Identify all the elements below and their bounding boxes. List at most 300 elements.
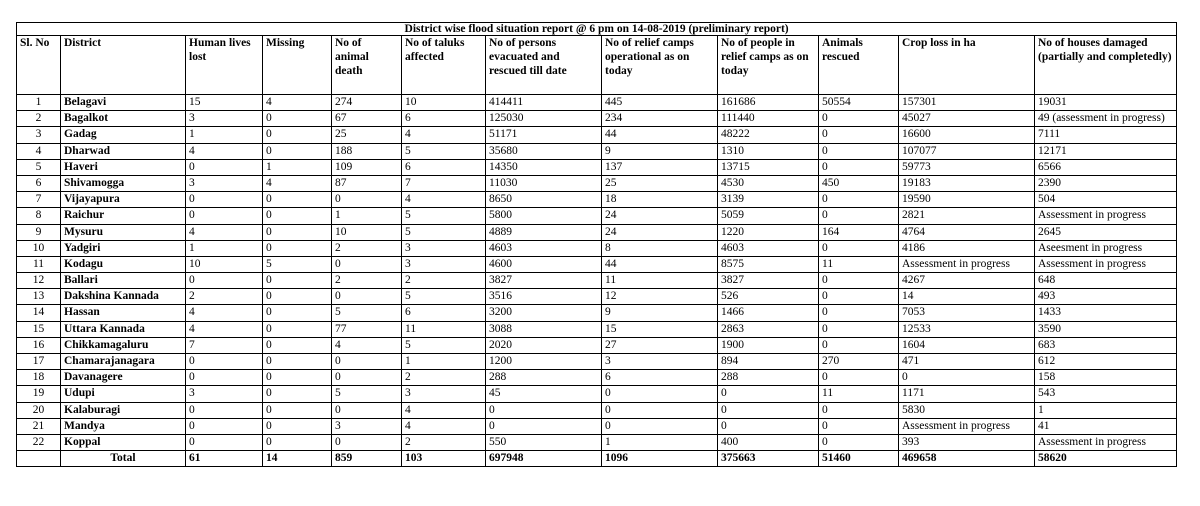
table-cell: 2 bbox=[332, 273, 402, 289]
table-row bbox=[17, 305, 1177, 321]
table-cell: 0 bbox=[332, 434, 402, 450]
table-cell: 5 bbox=[402, 208, 486, 224]
table-cell: 1 bbox=[186, 127, 263, 143]
total-label: Total bbox=[61, 451, 186, 467]
table-cell: 1310 bbox=[718, 143, 819, 159]
table-cell: 14350 bbox=[486, 159, 602, 175]
table-cell: 0 bbox=[186, 402, 263, 418]
table-cell: 14 bbox=[899, 289, 1035, 305]
table-cell: 0 bbox=[263, 402, 332, 418]
table-cell: 1900 bbox=[718, 337, 819, 353]
table-row bbox=[17, 127, 1177, 143]
table-cell: 19183 bbox=[899, 175, 1035, 191]
table-cell: 45027 bbox=[899, 111, 1035, 127]
table-cell: 0 bbox=[332, 289, 402, 305]
table-cell: 1220 bbox=[718, 224, 819, 240]
table-cell: 1 bbox=[263, 159, 332, 175]
table-cell: 0 bbox=[819, 208, 899, 224]
table-cell: 0 bbox=[263, 386, 332, 402]
table-cell: 0 bbox=[263, 143, 332, 159]
table-cell: 683 bbox=[1035, 337, 1177, 353]
table-cell: Assessment in progress bbox=[1035, 434, 1177, 450]
table-cell: 188 bbox=[332, 143, 402, 159]
table-cell: 445 bbox=[602, 95, 718, 111]
table-cell: 612 bbox=[1035, 354, 1177, 370]
table-cell: 0 bbox=[819, 143, 899, 159]
table-cell: 3 bbox=[602, 354, 718, 370]
table-cell: 0 bbox=[263, 240, 332, 256]
total-value: 697948 bbox=[486, 451, 602, 467]
table-cell: Assessment in progress bbox=[899, 256, 1035, 272]
table-cell: 4603 bbox=[486, 240, 602, 256]
table-cell: 4186 bbox=[899, 240, 1035, 256]
table-cell: 158 bbox=[1035, 370, 1177, 386]
table-cell: 1604 bbox=[899, 337, 1035, 353]
table-cell: 12171 bbox=[1035, 143, 1177, 159]
table-cell: 15 bbox=[186, 95, 263, 111]
table-cell: 543 bbox=[1035, 386, 1177, 402]
table-cell: 0 bbox=[602, 386, 718, 402]
row-serial: 8 bbox=[17, 208, 61, 224]
district-name: Bagalkot bbox=[61, 111, 186, 127]
table-cell: 4 bbox=[186, 143, 263, 159]
table-cell: 12533 bbox=[899, 321, 1035, 337]
district-name: Koppal bbox=[61, 434, 186, 450]
table-cell: Aseesment in progress bbox=[1035, 240, 1177, 256]
table-row bbox=[17, 321, 1177, 337]
table-cell: 0 bbox=[819, 321, 899, 337]
table-cell: 400 bbox=[718, 434, 819, 450]
table-cell: 7 bbox=[186, 337, 263, 353]
table-cell: 35680 bbox=[486, 143, 602, 159]
row-serial: 7 bbox=[17, 192, 61, 208]
table-cell: 234 bbox=[602, 111, 718, 127]
table-cell: 3139 bbox=[718, 192, 819, 208]
table-cell: 18 bbox=[602, 192, 718, 208]
table-cell: 4267 bbox=[899, 273, 1035, 289]
table-cell: 3200 bbox=[486, 305, 602, 321]
table-cell: 526 bbox=[718, 289, 819, 305]
row-serial: 19 bbox=[17, 386, 61, 402]
row-serial: 22 bbox=[17, 434, 61, 450]
table-row bbox=[17, 256, 1177, 272]
table-cell: 0 bbox=[486, 418, 602, 434]
table-cell: 109 bbox=[332, 159, 402, 175]
district-name: Davanagere bbox=[61, 370, 186, 386]
row-serial: 20 bbox=[17, 402, 61, 418]
table-row bbox=[17, 240, 1177, 256]
table-cell: 0 bbox=[819, 273, 899, 289]
table-cell: 3088 bbox=[486, 321, 602, 337]
table-cell: 0 bbox=[718, 418, 819, 434]
table-cell: 19590 bbox=[899, 192, 1035, 208]
row-serial: 5 bbox=[17, 159, 61, 175]
row-serial: 9 bbox=[17, 224, 61, 240]
table-cell: 125030 bbox=[486, 111, 602, 127]
district-name: Mandya bbox=[61, 418, 186, 434]
table-cell: 0 bbox=[819, 402, 899, 418]
table-row bbox=[17, 208, 1177, 224]
people-in-camps-header: No of people in relief camps as on today bbox=[718, 36, 819, 95]
table-cell: 5800 bbox=[486, 208, 602, 224]
table-cell: 648 bbox=[1035, 273, 1177, 289]
animals-rescued-header: Animals rescued bbox=[819, 36, 899, 95]
table-cell: 0 bbox=[486, 402, 602, 418]
row-serial: 4 bbox=[17, 143, 61, 159]
row-serial: 12 bbox=[17, 273, 61, 289]
table-cell: 11030 bbox=[486, 175, 602, 191]
report-title: District wise flood situation report @ 6 pm on 14-08-2019 (preliminary report) bbox=[17, 23, 1177, 36]
district-name: Udupi bbox=[61, 386, 186, 402]
table-cell: 16600 bbox=[899, 127, 1035, 143]
table-row bbox=[17, 159, 1177, 175]
table-cell: 5830 bbox=[899, 402, 1035, 418]
district-name: Mysuru bbox=[61, 224, 186, 240]
district-name: Hassan bbox=[61, 305, 186, 321]
table-cell: 0 bbox=[186, 273, 263, 289]
table-cell: 25 bbox=[602, 175, 718, 191]
taluks-affected-header: No of taluks affected bbox=[402, 36, 486, 95]
table-cell: 3 bbox=[402, 386, 486, 402]
table-cell: 0 bbox=[263, 127, 332, 143]
table-cell: 0 bbox=[332, 354, 402, 370]
table-cell: 15 bbox=[602, 321, 718, 337]
table-cell: 4764 bbox=[899, 224, 1035, 240]
table-cell: 894 bbox=[718, 354, 819, 370]
table-row bbox=[17, 434, 1177, 450]
table-cell: 1 bbox=[602, 434, 718, 450]
table-row bbox=[17, 192, 1177, 208]
table-cell: 12 bbox=[602, 289, 718, 305]
missing-header: Missing bbox=[263, 36, 332, 95]
table-row bbox=[17, 402, 1177, 418]
table-cell: 0 bbox=[819, 337, 899, 353]
table-cell: 48222 bbox=[718, 127, 819, 143]
table-cell: 0 bbox=[263, 321, 332, 337]
table-cell: 9 bbox=[602, 143, 718, 159]
table-cell: 157301 bbox=[899, 95, 1035, 111]
table-cell: 471 bbox=[899, 354, 1035, 370]
table-cell: 10 bbox=[186, 256, 263, 272]
animal-death-header: No of animal death bbox=[332, 36, 402, 95]
table-cell: 5059 bbox=[718, 208, 819, 224]
table-cell: 414411 bbox=[486, 95, 602, 111]
table-cell: 10 bbox=[402, 95, 486, 111]
table-row bbox=[17, 95, 1177, 111]
table-cell: 0 bbox=[263, 289, 332, 305]
table-cell: 2821 bbox=[899, 208, 1035, 224]
table-cell: 44 bbox=[602, 127, 718, 143]
table-cell: 4 bbox=[186, 321, 263, 337]
table-cell: 111440 bbox=[718, 111, 819, 127]
table-cell: 2 bbox=[402, 434, 486, 450]
table-cell: 5 bbox=[263, 256, 332, 272]
district-header: District bbox=[61, 36, 186, 95]
table-cell: 0 bbox=[263, 370, 332, 386]
table-cell: 3516 bbox=[486, 289, 602, 305]
row-serial: 16 bbox=[17, 337, 61, 353]
row-serial: 15 bbox=[17, 321, 61, 337]
table-cell: 4 bbox=[186, 224, 263, 240]
table-cell: 0 bbox=[718, 386, 819, 402]
table-cell: 0 bbox=[263, 192, 332, 208]
table-row bbox=[17, 337, 1177, 353]
table-cell: 7111 bbox=[1035, 127, 1177, 143]
row-serial: 13 bbox=[17, 289, 61, 305]
table-cell: 2645 bbox=[1035, 224, 1177, 240]
table-cell: 0 bbox=[332, 402, 402, 418]
table-cell: 0 bbox=[186, 159, 263, 175]
table-cell: Assessment in progress bbox=[1035, 256, 1177, 272]
table-cell: 137 bbox=[602, 159, 718, 175]
table-cell: 3827 bbox=[486, 273, 602, 289]
table-cell: 274 bbox=[332, 95, 402, 111]
table-cell: 550 bbox=[486, 434, 602, 450]
district-name: Ballari bbox=[61, 273, 186, 289]
table-cell: 0 bbox=[263, 273, 332, 289]
table-cell: 4 bbox=[402, 402, 486, 418]
table-cell: 0 bbox=[819, 289, 899, 305]
table-cell: 67 bbox=[332, 111, 402, 127]
table-row bbox=[17, 386, 1177, 402]
table-cell: 5 bbox=[332, 305, 402, 321]
table-cell: 51171 bbox=[486, 127, 602, 143]
table-cell: Assessment in progress bbox=[899, 418, 1035, 434]
table-cell: 0 bbox=[819, 305, 899, 321]
district-name: Vijayapura bbox=[61, 192, 186, 208]
table-cell: 161686 bbox=[718, 95, 819, 111]
row-serial: 17 bbox=[17, 354, 61, 370]
total-value: 61 bbox=[186, 451, 263, 467]
row-serial: 21 bbox=[17, 418, 61, 434]
table-cell: 450 bbox=[819, 175, 899, 191]
table-cell: 0 bbox=[332, 192, 402, 208]
table-cell: 4 bbox=[332, 337, 402, 353]
district-name: Belagavi bbox=[61, 95, 186, 111]
table-cell: 4 bbox=[263, 175, 332, 191]
row-serial: 3 bbox=[17, 127, 61, 143]
table-cell: 6566 bbox=[1035, 159, 1177, 175]
row-serial: 1 bbox=[17, 95, 61, 111]
table-cell: 1200 bbox=[486, 354, 602, 370]
table-cell: 4 bbox=[186, 305, 263, 321]
district-name: Chamarajanagara bbox=[61, 354, 186, 370]
table-cell: 0 bbox=[263, 305, 332, 321]
table-cell: 7 bbox=[402, 175, 486, 191]
table-cell: 493 bbox=[1035, 289, 1177, 305]
table-cell: 2 bbox=[332, 240, 402, 256]
table-cell: 164 bbox=[819, 224, 899, 240]
table-cell: 0 bbox=[718, 402, 819, 418]
district-name: Haveri bbox=[61, 159, 186, 175]
table-cell: 6 bbox=[402, 159, 486, 175]
district-name: Raichur bbox=[61, 208, 186, 224]
table-cell: 77 bbox=[332, 321, 402, 337]
table-cell: 1433 bbox=[1035, 305, 1177, 321]
table-cell: 13715 bbox=[718, 159, 819, 175]
table-cell: 0 bbox=[819, 127, 899, 143]
row-serial: 18 bbox=[17, 370, 61, 386]
table-cell: 2 bbox=[402, 273, 486, 289]
district-name: Uttara Kannada bbox=[61, 321, 186, 337]
table-cell: 393 bbox=[899, 434, 1035, 450]
table-cell: 8575 bbox=[718, 256, 819, 272]
district-name: Shivamogga bbox=[61, 175, 186, 191]
table-cell: 0 bbox=[186, 434, 263, 450]
table-cell: 45 bbox=[486, 386, 602, 402]
houses-damaged-header: No of houses damaged (partially and completedly) bbox=[1035, 36, 1177, 95]
relief-camps-header: No of relief camps operational as on today bbox=[602, 36, 718, 95]
table-cell: 0 bbox=[263, 418, 332, 434]
table-cell: 4 bbox=[402, 192, 486, 208]
table-cell: 3 bbox=[332, 418, 402, 434]
table-cell: 0 bbox=[186, 208, 263, 224]
table-cell: 3 bbox=[402, 256, 486, 272]
table-row bbox=[17, 175, 1177, 191]
table-cell: 2390 bbox=[1035, 175, 1177, 191]
table-cell: 1 bbox=[186, 240, 263, 256]
table-cell: 4 bbox=[263, 95, 332, 111]
table-cell: 59773 bbox=[899, 159, 1035, 175]
table-cell: 0 bbox=[263, 208, 332, 224]
table-cell: 1 bbox=[332, 208, 402, 224]
table-cell: 50554 bbox=[819, 95, 899, 111]
table-cell: 1 bbox=[402, 354, 486, 370]
table-cell: 288 bbox=[718, 370, 819, 386]
table-cell: 44 bbox=[602, 256, 718, 272]
total-value: 103 bbox=[402, 451, 486, 467]
table-cell: 5 bbox=[402, 337, 486, 353]
table-cell: 4889 bbox=[486, 224, 602, 240]
table-cell: 0 bbox=[602, 418, 718, 434]
table-cell: 0 bbox=[819, 192, 899, 208]
table-cell: 11 bbox=[602, 273, 718, 289]
table-cell: 3 bbox=[186, 386, 263, 402]
table-cell: 41 bbox=[1035, 418, 1177, 434]
district-name: Kodagu bbox=[61, 256, 186, 272]
table-row bbox=[17, 111, 1177, 127]
header-row bbox=[17, 36, 1177, 95]
table-row bbox=[17, 289, 1177, 305]
table-cell: 0 bbox=[819, 370, 899, 386]
table-cell: 2 bbox=[402, 370, 486, 386]
district-name: Dakshina Kannada bbox=[61, 289, 186, 305]
table-cell: 87 bbox=[332, 175, 402, 191]
table-cell: 0 bbox=[186, 370, 263, 386]
table-cell: 270 bbox=[819, 354, 899, 370]
row-serial: 14 bbox=[17, 305, 61, 321]
report-container bbox=[16, 22, 1177, 467]
table-cell: 3 bbox=[186, 175, 263, 191]
table-cell: 1 bbox=[1035, 402, 1177, 418]
table-cell: 0 bbox=[819, 240, 899, 256]
crop-loss-header: Crop loss in ha bbox=[899, 36, 1035, 95]
table-cell: 0 bbox=[186, 418, 263, 434]
table-cell: 5 bbox=[332, 386, 402, 402]
row-serial: 10 bbox=[17, 240, 61, 256]
table-cell: 0 bbox=[819, 418, 899, 434]
district-name: Dharwad bbox=[61, 143, 186, 159]
total-value: 58620 bbox=[1035, 451, 1177, 467]
sl-no-header: Sl. No bbox=[17, 36, 61, 95]
table-cell: 10 bbox=[332, 224, 402, 240]
table-cell: 0 bbox=[819, 159, 899, 175]
row-serial: 2 bbox=[17, 111, 61, 127]
district-name: Gadag bbox=[61, 127, 186, 143]
row-serial: 11 bbox=[17, 256, 61, 272]
table-cell: 4530 bbox=[718, 175, 819, 191]
table-cell: 19031 bbox=[1035, 95, 1177, 111]
table-cell: 0 bbox=[263, 111, 332, 127]
table-cell: 24 bbox=[602, 224, 718, 240]
table-cell: Assessment in progress bbox=[1035, 208, 1177, 224]
table-row bbox=[17, 224, 1177, 240]
total-value: 1096 bbox=[602, 451, 718, 467]
total-value: 469658 bbox=[899, 451, 1035, 467]
table-cell: 3827 bbox=[718, 273, 819, 289]
table-cell: 7053 bbox=[899, 305, 1035, 321]
table-cell: 0 bbox=[899, 370, 1035, 386]
total-value: 51460 bbox=[819, 451, 899, 467]
persons-evacuated-header: No of persons evacuated and rescued till date bbox=[486, 36, 602, 95]
table-cell: 4 bbox=[402, 418, 486, 434]
table-cell: 0 bbox=[602, 402, 718, 418]
table-cell: 5 bbox=[402, 224, 486, 240]
table-cell: 2 bbox=[186, 289, 263, 305]
table-cell: 5 bbox=[402, 289, 486, 305]
table-cell: 3 bbox=[186, 111, 263, 127]
table-cell: 0 bbox=[263, 337, 332, 353]
table-cell: 25 bbox=[332, 127, 402, 143]
table-cell: 0 bbox=[263, 354, 332, 370]
table-cell: 8650 bbox=[486, 192, 602, 208]
table-cell: 0 bbox=[263, 224, 332, 240]
flood-report-table bbox=[16, 22, 1177, 467]
table-cell: 6 bbox=[602, 370, 718, 386]
table-cell: 6 bbox=[402, 111, 486, 127]
table-cell: 27 bbox=[602, 337, 718, 353]
district-name: Chikkamagaluru bbox=[61, 337, 186, 353]
total-blank-cell bbox=[17, 451, 61, 467]
table-cell: 288 bbox=[486, 370, 602, 386]
row-serial: 6 bbox=[17, 175, 61, 191]
table-cell: 11 bbox=[402, 321, 486, 337]
human-lives-lost-header: Human lives lost bbox=[186, 36, 263, 95]
district-name: Kalaburagi bbox=[61, 402, 186, 418]
table-cell: 6 bbox=[402, 305, 486, 321]
table-cell: 0 bbox=[819, 111, 899, 127]
table-cell: 0 bbox=[819, 434, 899, 450]
table-cell: 4600 bbox=[486, 256, 602, 272]
table-cell: 0 bbox=[332, 370, 402, 386]
table-cell: 0 bbox=[332, 256, 402, 272]
total-value: 375663 bbox=[718, 451, 819, 467]
table-cell: 2863 bbox=[718, 321, 819, 337]
table-cell: 9 bbox=[602, 305, 718, 321]
district-name: Yadgiri bbox=[61, 240, 186, 256]
table-cell: 504 bbox=[1035, 192, 1177, 208]
table-cell: 4603 bbox=[718, 240, 819, 256]
table-cell: 107077 bbox=[899, 143, 1035, 159]
table-row bbox=[17, 143, 1177, 159]
table-cell: 11 bbox=[819, 386, 899, 402]
table-cell: 0 bbox=[263, 434, 332, 450]
table-cell: 4 bbox=[402, 127, 486, 143]
table-row bbox=[17, 273, 1177, 289]
table-cell: 0 bbox=[186, 192, 263, 208]
table-cell: 3 bbox=[402, 240, 486, 256]
table-row bbox=[17, 370, 1177, 386]
